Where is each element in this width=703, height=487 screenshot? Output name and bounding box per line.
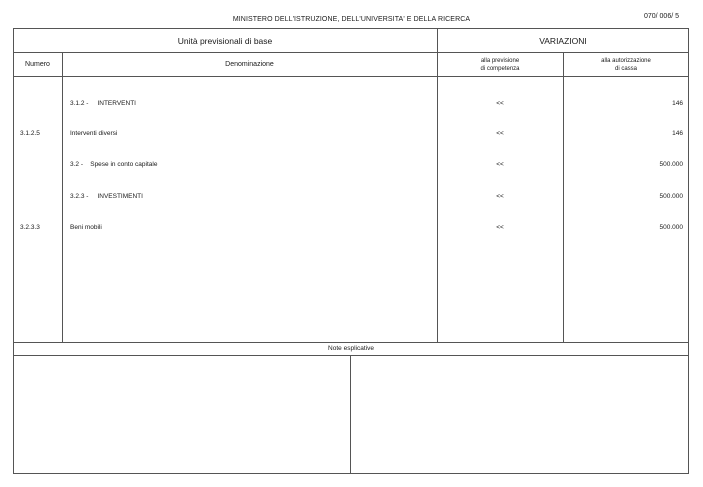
column-header-denominazione: Denominazione xyxy=(225,61,274,68)
row-4-denominazione: 3.2.3 - INVESTIMENTI xyxy=(70,193,143,200)
notes-column-divider xyxy=(350,355,351,474)
row-1-denominazione: 3.1.2 - INTERVENTI xyxy=(70,100,136,107)
column-header-competenza-line2: di competenza xyxy=(480,66,520,72)
column-header-numero: Numero xyxy=(25,61,50,68)
column-header-cassa xyxy=(563,57,689,73)
row-4-competenza: << xyxy=(496,193,504,200)
numero-divider xyxy=(62,52,63,342)
row-3-competenza: << xyxy=(496,161,504,168)
column-header-cassa-line1: alla autorizzazione xyxy=(601,58,651,64)
row-5-competenza: << xyxy=(496,224,504,231)
row-1-cassa: 146 xyxy=(672,100,683,107)
row-3-cassa: 500.000 xyxy=(659,161,683,168)
row-5-numero: 3.2.3.3 xyxy=(20,224,40,231)
ministry-title: MINISTERO DELL'ISTRUZIONE, DELL'UNIVERSITA' E DELLA RICERCA xyxy=(232,16,471,23)
header-divider-2 xyxy=(13,76,689,77)
notes-divider-top xyxy=(13,342,689,343)
column-header-competenza-line1: alla previsione xyxy=(480,58,520,64)
notes-title: Note esplicative xyxy=(328,345,374,352)
column-header-competenza xyxy=(437,57,563,73)
column-header-cassa-line2: di cassa xyxy=(614,66,637,72)
row-2-numero: 3.1.2.5 xyxy=(20,130,40,137)
group-header-variazioni: VARIAZIONI xyxy=(539,36,587,46)
row-1-competenza: << xyxy=(496,100,504,107)
row-4-cassa: 500.000 xyxy=(659,193,683,200)
row-2-competenza: << xyxy=(496,130,504,137)
row-3-denominazione: 3.2 - Spese in conto capitale xyxy=(70,161,158,168)
page-code: 070/ 006/ 5 xyxy=(643,13,679,20)
row-5-cassa: 500.000 xyxy=(659,224,683,231)
group-header-upb: Unità previsionali di base xyxy=(177,36,273,46)
header-divider-1 xyxy=(13,52,689,53)
row-2-denominazione: Interventi diversi xyxy=(70,130,118,137)
row-2-cassa: 146 xyxy=(672,130,683,137)
variazioni-divider xyxy=(437,28,438,342)
notes-divider-bottom xyxy=(13,355,689,356)
row-5-denominazione: Beni mobili xyxy=(70,224,102,231)
document-frame xyxy=(13,28,689,474)
